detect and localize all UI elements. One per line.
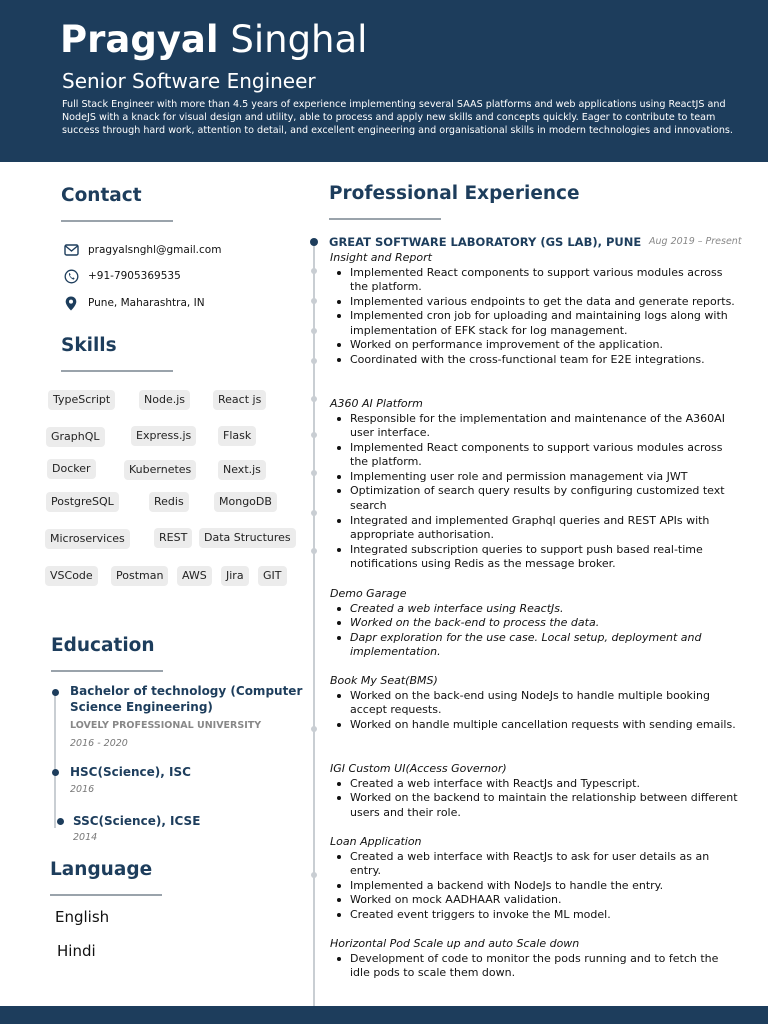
skill-chip: MongoDB — [214, 492, 277, 512]
experience-heading: Professional Experience — [329, 183, 580, 204]
skill-chip: Kubernetes — [124, 460, 196, 480]
education-dates: 2016 - 2020 — [70, 738, 128, 749]
mail-icon — [62, 241, 80, 259]
project-title: A360 AI Platform — [330, 397, 423, 410]
bullet-item: Dapr exploration for the use case. Local setup, deployment and implementation. — [330, 631, 740, 660]
timeline-dot — [52, 769, 59, 776]
bullet-item: Implemented various endpoints to get the data and generate reports. — [330, 295, 740, 310]
bullet-item: Worked on the back-end to process the data. — [330, 616, 740, 631]
project-title: Horizontal Pod Scale up and auto Scale down — [330, 937, 580, 950]
bullet-item: Created a web interface using ReactJs. — [330, 602, 740, 617]
bullet-item: Created a web interface with ReactJs and Typescript. — [330, 777, 740, 792]
location-pin-icon — [62, 294, 80, 312]
project-entry — [330, 937, 740, 981]
skill-chip: Data Structures — [199, 528, 296, 548]
project-bullets — [330, 850, 740, 923]
bullet-item: Worked on performance improvement of the application. — [330, 338, 740, 353]
timeline-dot — [311, 872, 317, 878]
project-bullets — [330, 777, 740, 821]
skill-chip: TypeScript — [48, 390, 115, 410]
email-text: pragyalsnghl@gmail.com — [88, 244, 222, 256]
project-entry — [330, 397, 740, 572]
skill-chip: Next.js — [218, 460, 266, 480]
school-name: LOVELY PROFESSIONAL UNIVERSITY — [70, 720, 262, 731]
bullet-item: Implementing user role and permission management via JWT — [330, 470, 740, 485]
last-name: Singhal — [230, 18, 368, 61]
candidate-name — [60, 16, 367, 64]
bullet-item: Worked on handle multiple cancellation requests with sending emails. — [330, 718, 740, 733]
skill-chip: REST — [154, 528, 192, 548]
timeline-dot — [311, 268, 317, 274]
profile-summary: Full Stack Engineer with more than 4.5 years of experience implementing several SAAS platforms and web applications using ReactJS and NodeJS with a knack for visual design and utility, able to process and apply new skills and concepts quickly. Eager to contribute to team success through hard work, attention to detail, and excellent engineering and organisational skills in modern technologies and innovations. — [62, 99, 733, 136]
language-heading: Language — [50, 859, 153, 880]
project-bullets — [330, 266, 740, 368]
project-bullets — [330, 689, 740, 733]
skill-chip: PostgreSQL — [46, 492, 119, 512]
timeline-dot — [310, 238, 318, 246]
project-bullets — [330, 952, 740, 981]
language-divider — [50, 894, 162, 896]
skill-chip: GIT — [258, 566, 287, 586]
bullet-item: Worked on the backend to maintain the relationship between different users and their role. — [330, 791, 740, 820]
bullet-item: Integrated and implemented Graphql queries and REST APIs with appropriate authorisation. — [330, 514, 740, 543]
project-bullets — [330, 602, 740, 660]
timeline-dot — [311, 548, 317, 554]
company-name: GREAT SOFTWARE LABORATORY (GS LAB), PUNE — [329, 235, 642, 249]
project-title: Book My Seat(BMS) — [330, 674, 438, 687]
footer-bar — [0, 1006, 768, 1024]
skills-heading: Skills — [61, 335, 117, 356]
skill-chip: Jira — [221, 566, 249, 586]
education-dates: 2016 — [70, 784, 95, 795]
contact-location — [62, 294, 205, 312]
bullet-item: Worked on mock AADHAAR validation. — [330, 893, 740, 908]
skill-chip: Microservices — [45, 529, 130, 549]
timeline-dot — [311, 358, 317, 364]
project-title: Demo Garage — [330, 587, 407, 600]
project-entry — [330, 835, 740, 922]
timeline-dot — [311, 432, 317, 438]
education-divider — [51, 670, 163, 672]
degree-title: HSC(Science), ISC — [70, 765, 191, 779]
contact-divider — [61, 220, 173, 222]
project-bullets — [330, 412, 740, 573]
timeline-dot — [311, 396, 317, 402]
contact-phone[interactable] — [62, 267, 181, 285]
bullet-item: Implemented React components to support various modules across the platform. — [330, 266, 740, 295]
bullet-item: Created a web interface with ReactJs to ask for user details as an entry. — [330, 850, 740, 879]
skill-chip: Docker — [47, 459, 96, 479]
timeline-dot — [311, 510, 317, 516]
project-title: Insight and Report — [330, 251, 432, 264]
skill-chip: GraphQL — [46, 427, 105, 447]
skill-chip: Postman — [111, 566, 168, 586]
timeline-dot — [311, 298, 317, 304]
education-heading: Education — [51, 635, 155, 656]
bullet-item: Responsible for the implementation and maintenance of the A360AI user interface. — [330, 412, 740, 441]
degree-title: SSC(Science), ICSE — [73, 814, 201, 828]
skill-chip: AWS — [177, 566, 212, 586]
timeline-dot — [311, 726, 317, 732]
phone-text: +91-7905369535 — [88, 270, 181, 282]
bullet-item: Implemented cron job for uploading and maintaining logs along with implementation of EFK stack for log management. — [330, 309, 740, 338]
skill-chip: Flask — [218, 426, 256, 446]
skill-chip: Redis — [149, 492, 189, 512]
employment-dates: Aug 2019 – Present — [649, 236, 742, 247]
timeline-dot — [57, 818, 64, 825]
education-timeline — [54, 690, 56, 828]
bullet-item: Implemented a backend with NodeJs to handle the entry. — [330, 879, 740, 894]
bullet-item: Implemented React components to support various modules across the platform. — [330, 441, 740, 470]
bullet-item: Integrated subscription queries to support push based real-time notifications using Redis as the message broker. — [330, 543, 740, 572]
skills-divider — [61, 370, 173, 372]
first-name: Pragyal — [60, 18, 219, 61]
language-item: English — [55, 908, 110, 926]
skill-chip: VSCode — [45, 566, 98, 586]
bullet-item: Development of code to monitor the pods running and to fetch the idle pods to scale them down. — [330, 952, 740, 981]
contact-email[interactable] — [62, 241, 221, 259]
timeline-dot — [52, 689, 59, 696]
project-entry — [330, 762, 740, 820]
job-title: Senior Software Engineer — [62, 69, 316, 93]
skill-chip: Express.js — [131, 426, 196, 446]
phone-icon — [62, 267, 80, 285]
education-dates: 2014 — [73, 832, 98, 843]
project-entry — [330, 587, 740, 660]
timeline-dot — [311, 470, 317, 476]
bullet-item: Optimization of search query results by configuring customized text search — [330, 484, 740, 513]
skill-chip: Node.js — [139, 390, 190, 410]
bullet-item: Created event triggers to invoke the ML model. — [330, 908, 740, 923]
location-text: Pune, Maharashtra, IN — [88, 297, 205, 309]
experience-divider — [329, 218, 441, 220]
bullet-item: Worked on the back-end using NodeJs to handle multiple booking accept requests. — [330, 689, 740, 718]
contact-heading: Contact — [61, 185, 142, 206]
degree-title: Bachelor of technology (Computer Science Engineering) — [70, 684, 303, 714]
language-item: Hindi — [57, 942, 96, 960]
resume-header — [0, 0, 768, 162]
project-title: IGI Custom UI(Access Governor) — [330, 762, 507, 775]
project-entry — [330, 674, 740, 732]
bullet-item: Coordinated with the cross-functional team for E2E integrations. — [330, 353, 740, 368]
skill-chip: React js — [213, 390, 266, 410]
experience-timeline — [313, 242, 315, 1006]
timeline-dot — [311, 328, 317, 334]
project-entry — [330, 251, 740, 368]
project-title: Loan Application — [330, 835, 422, 848]
